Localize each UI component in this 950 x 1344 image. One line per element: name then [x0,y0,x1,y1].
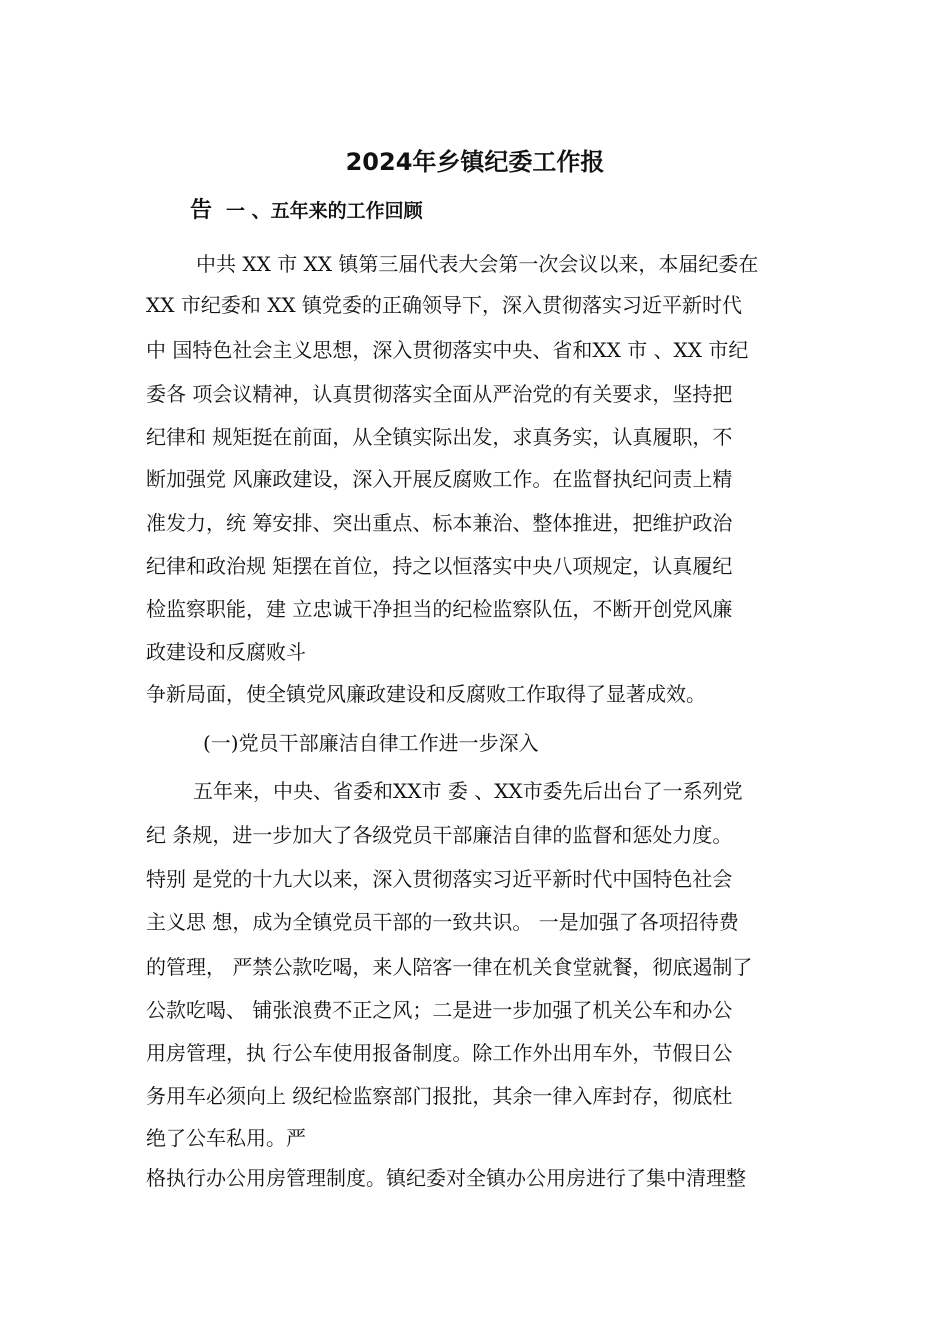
paragraph-line: 用房管理，执 行公车使用报备制度。除工作外出用车外，节假日公 [146,1041,733,1065]
paragraph-line: 纪 条规，进一步加大了各级党员干部廉洁自律的监督和惩处力度。 [146,823,733,847]
paragraph-line: 务用车必须向上 级纪检监察部门报批，其余一律入库封存，彻底杜 [146,1084,733,1108]
document-title: 2024年乡镇纪委工作报 [345,148,605,176]
paragraph-line: 绝了公车私用。严 [146,1126,306,1150]
paragraph-line: 中 国特色社会主义思想，深入贯彻落实中央、省和XX 市 、XX 市纪 [146,338,749,362]
paragraph-line: 断加强党 风廉政建设，深入开展反腐败工作。在监督执纪问责上精 [146,467,733,491]
paragraph-line: 公款吃喝、 铺张浪费不正之风；二是进一步加强了机关公车和办公 [146,998,733,1022]
paragraph-line: 主义思 想，成为全镇党员干部的一致共识。 一是加强了各项招待费 [146,910,739,934]
paragraph-line: 五年来，中央、省委和XX市 委 、XX市委先后出台了一系列党 [193,779,743,803]
paragraph-line: 纪律和 规矩挺在前面，从全镇实际出发，求真务实，认真履职，不 [146,425,733,449]
paragraph-line: 检监察职能，建 立忠诚干净担当的纪检监察队伍，不断开创党风廉 [146,597,733,621]
paragraph-line: 纪律和政治规 矩摆在首位，持之以恒落实中央八项规定，认真履纪 [146,554,733,578]
paragraph-line: 的管理， 严禁公款吃喝，来人陪客一律在机关食堂就餐，彻底遏制了 [146,955,753,979]
title-continuation: 告 [190,198,213,223]
section-heading-text: 一 、五年来的工作回顾 [226,200,423,222]
paragraph-line: 政建设和反腐败斗 [146,640,306,664]
paragraph-line: 中共 XX 市 XX 镇第三届代表大会第一次会议以来，本届纪委在 [196,252,759,276]
paragraph-line: 争新局面，使全镇党风廉政建设和反腐败工作取得了显著成效。 [146,682,706,706]
paragraph-line: 特别 是党的十九大以来，深入贯彻落实习近平新时代中国特色社会 [146,867,733,891]
section-heading [190,193,423,224]
paragraph-line: XX 市纪委和 XX 镇党委的正确领导下，深入贯彻落实习近平新时代 [146,293,743,317]
paragraph-line: 委各 项会议精神，认真贯彻落实全面从严治党的有关要求，坚持把 [146,382,733,406]
paragraph-line: 格执行办公用房管理制度。镇纪委对全镇办公用房进行了集中清理整 [146,1166,746,1190]
subsection-heading: (一)党员干部廉洁自律工作进一步深入 [203,731,539,755]
paragraph-line: 准发力，统 筹安排、突出重点、标本兼治、整体推进，把维护政治 [146,511,733,535]
